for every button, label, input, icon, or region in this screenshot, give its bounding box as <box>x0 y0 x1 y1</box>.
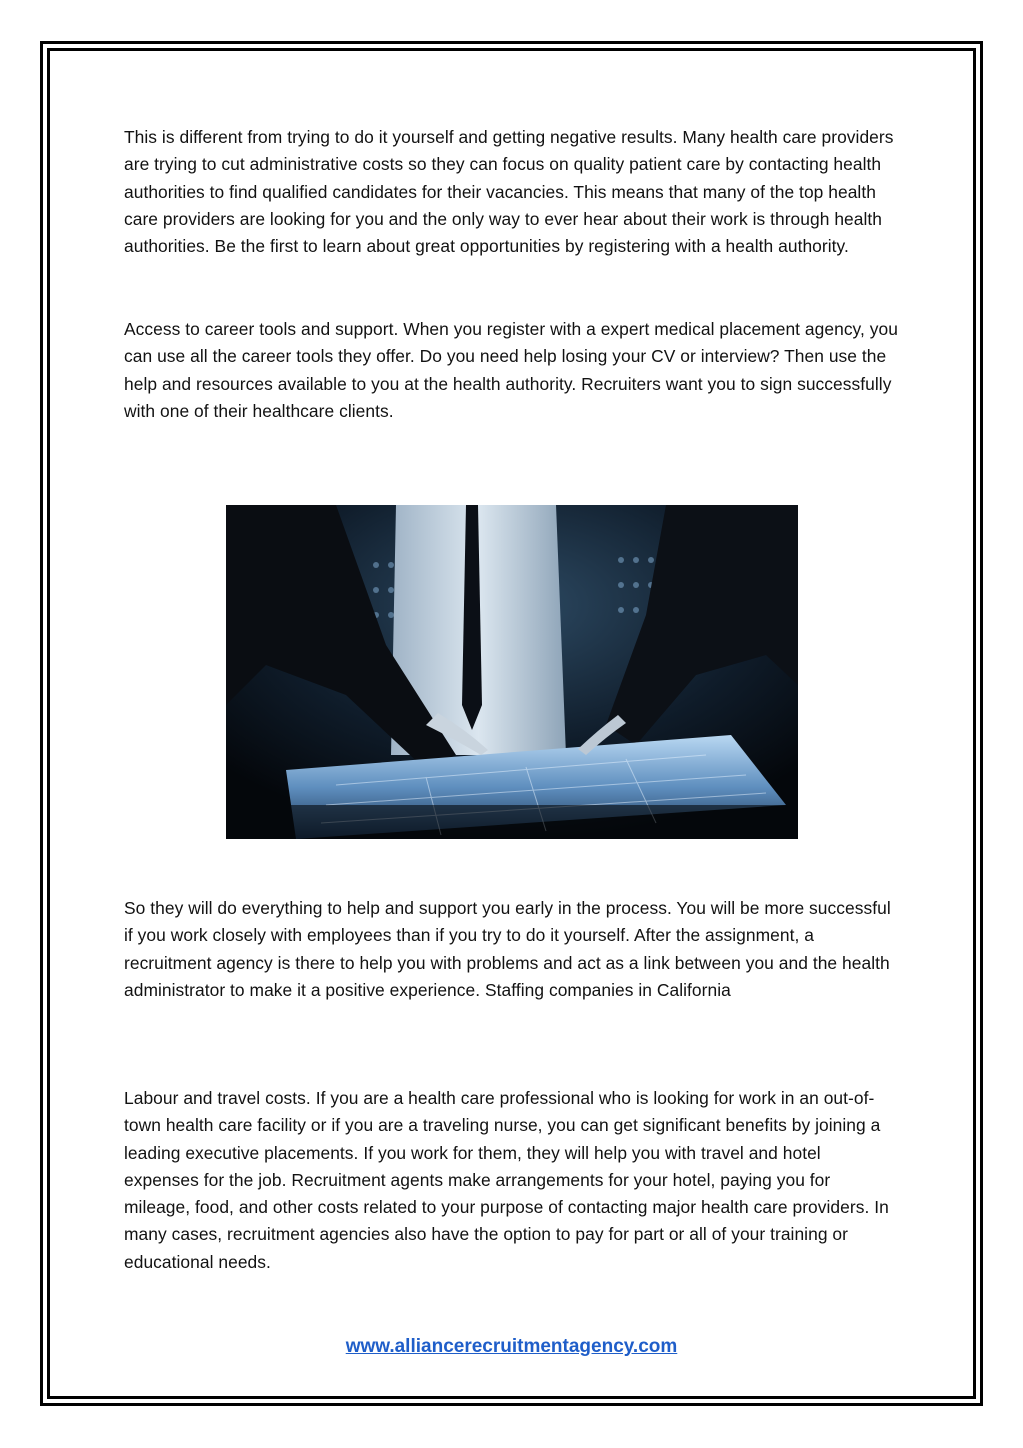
business-team-touchscreen-photo <box>226 505 798 839</box>
paragraph-2: Access to career tools and support. When you register with a expert medical placement agency, you can use all the career tools they offer. Do you need help losing your CV or interview? Then use the help and resources available to you at the health authority. Recruiters want you to sign successfully with one of their healthcare clients. <box>124 319 898 421</box>
paragraph-1: This is different from trying to do it yourself and getting negative results. Many health care providers are trying to cut administrative costs so they can focus on quality patient care by contacting health authorities to find qualified candidates for their vacancies. This means that many of the top health care providers are looking for you and the only way to ever hear about their work is through health authorities. Be the first to learn about great opportunities by registering with a health authority. <box>124 127 894 257</box>
paragraph-3: So they will do everything to help and support you early in the process. You will be more successful if you work closely with employees than if you try to do it yourself. After the assignment, a recruitment agency is there to help you with problems and act as a link between you and the health administrator to make it a positive experience. Staffing companies in California <box>124 898 891 1000</box>
website-link[interactable]: www.alliancerecruitmentagency.com <box>345 1336 678 1357</box>
paragraph-4: Labour and travel costs. If you are a health care professional who is looking for work in an out-of-town health care facility or if you are a traveling nurse, you can get significant benefits by joining a leading executive placements. If you work for them, they will help you with travel and hotel expenses for the job. Recruitment agents make arrangements for your hotel, paying you for mileage, food, and other costs related to your purpose of contacting major health care providers. In many cases, recruitment agencies also have the option to pay for part or all of your training or educational needs. <box>124 1088 889 1272</box>
